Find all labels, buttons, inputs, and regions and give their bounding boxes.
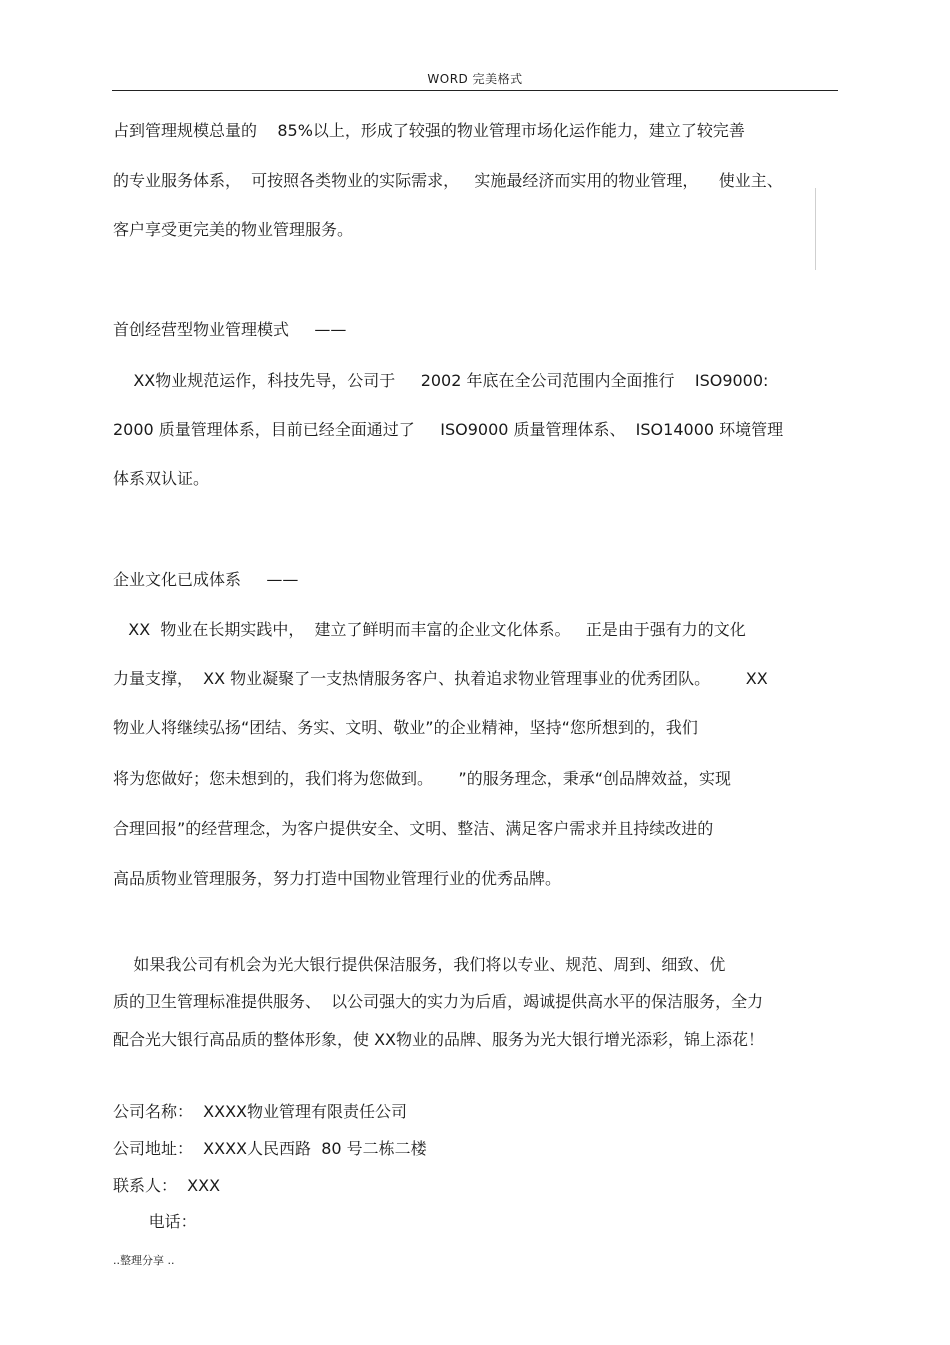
body-line: 2000 质量管理体系，目前已经全面通过了 ISO9000 质量管理体系、 ISO14000 环境管理: [113, 420, 784, 439]
page-header: WORD 完美格式: [427, 72, 523, 86]
contact-person: 联系人： XXX: [113, 1176, 221, 1195]
margin-line: [815, 188, 816, 270]
body-line: XX物业规范运作，科技先导，公司于 2002 年底在全公司范围内全面推行 ISO9000:: [113, 371, 769, 390]
header-divider: [112, 90, 838, 91]
phone-label: 电话：: [113, 1212, 197, 1231]
section-heading: 企业文化已成体系 ——: [113, 570, 299, 589]
body-line: 体系双认证。: [113, 469, 210, 488]
section-heading: 首创经营型物业管理模式 ——: [113, 320, 347, 339]
body-line: 的专业服务体系， 可按照各类物业的实际需求， 实施最经济而实用的物业管理， 使业主、: [113, 171, 783, 190]
company-name: 公司名称： XXXX物业管理有限责任公司: [113, 1102, 408, 1121]
body-line: 合理回报”的经营理念，为客户提供安全、文明、整洁、满足客户需求并且持续改进的: [113, 819, 714, 838]
body-line: 物业人将继续弘扬“团结、务实、文明、敬业”的企业精神，坚持“您所想到的，我们: [113, 718, 698, 737]
body-line: XX 物业在长期实践中， 建立了鲜明而丰富的企业文化体系。 正是由于强有力的文化: [113, 620, 746, 639]
body-line: 高品质物业管理服务，努力打造中国物业管理行业的优秀品牌。: [113, 869, 562, 888]
body-line: 质的卫生管理标准提供服务、 以公司强大的实力为后盾，竭诚提供高水平的保洁服务，全力: [113, 992, 764, 1011]
body-line: 占到管理规模总量的 85%以上，形成了较强的物业管理市场化运作能力，建立了较完善: [113, 121, 745, 140]
page-footer: ..整理分享 ..: [113, 1254, 175, 1267]
body-line: 配合光大银行高品质的整体形象，使 XX物业的品牌、服务为光大银行增光添彩，锦上添花！: [113, 1030, 765, 1049]
body-line: 将为您做好；您未想到的，我们将为您做到。 ”的服务理念，秉承“创品牌效益，实现: [113, 769, 732, 788]
body-line: 如果我公司有机会为光大银行提供保洁服务，我们将以专业、规范、周到、细致、优: [113, 955, 726, 974]
body-line: 力量支撑， XX 物业凝聚了一支热情服务客户、执着追求物业管理事业的优秀团队。 XX: [113, 669, 768, 688]
body-line: 客户享受更完美的物业管理服务。: [113, 220, 354, 239]
company-address: 公司地址： XXXX人民西路 80 号二栋二楼: [113, 1139, 427, 1158]
